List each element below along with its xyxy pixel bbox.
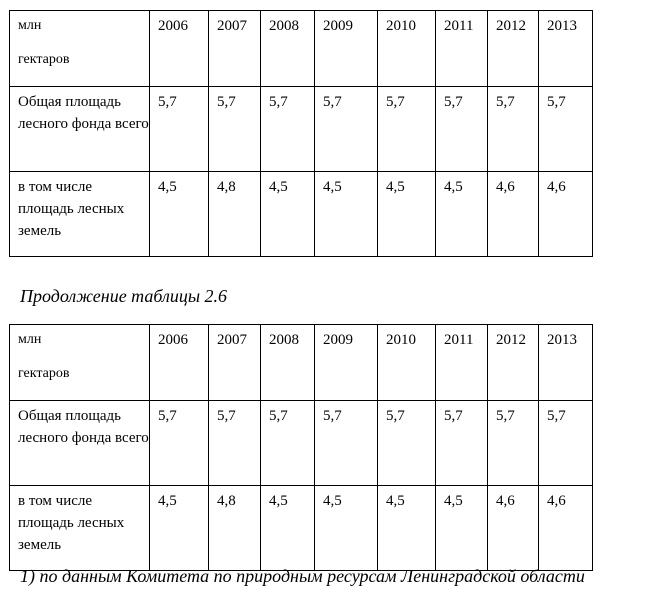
table-cell: 5,7 xyxy=(209,401,261,486)
table-cell: 5,7 xyxy=(539,87,593,172)
year-header: 2006 xyxy=(150,325,209,401)
table-cell: 5,7 xyxy=(539,401,593,486)
table-cell: 5,7 xyxy=(150,401,209,486)
year-header: 2010 xyxy=(378,11,436,87)
unit-label-line1: млн xyxy=(18,332,42,347)
year-header: 2009 xyxy=(315,11,378,87)
table-cell: 4,5 xyxy=(315,172,378,257)
table-cell: 5,7 xyxy=(261,401,315,486)
unit-cell xyxy=(10,325,150,401)
table-cell: 4,8 xyxy=(209,172,261,257)
row-label: в том числе площадь лесных земель xyxy=(10,486,150,571)
year-header: 2012 xyxy=(488,11,539,87)
year-header: 2012 xyxy=(488,325,539,401)
table-cell: 4,5 xyxy=(150,486,209,571)
table-header-row xyxy=(10,11,593,87)
table-cell: 5,7 xyxy=(315,87,378,172)
table-cell: 4,6 xyxy=(488,486,539,571)
year-header: 2007 xyxy=(209,11,261,87)
source-footnote: 1) по данным Комитета по природным ресурсам Ленинградской области xyxy=(20,566,585,586)
table-cell: 5,7 xyxy=(436,401,488,486)
year-header: 2008 xyxy=(261,325,315,401)
unit-label-line2: гектаров xyxy=(18,366,70,381)
table-cell: 5,7 xyxy=(150,87,209,172)
table-header-row xyxy=(10,325,593,401)
table-cell: 4,5 xyxy=(378,486,436,571)
forest-area-table xyxy=(9,10,593,257)
table-cell: 5,7 xyxy=(315,401,378,486)
year-header: 2013 xyxy=(539,11,593,87)
table-cell: 4,5 xyxy=(315,486,378,571)
table-cell: 4,5 xyxy=(436,172,488,257)
table-cell: 5,7 xyxy=(436,87,488,172)
unit-cell xyxy=(10,11,150,87)
table-cell: 5,7 xyxy=(378,87,436,172)
year-header: 2006 xyxy=(150,11,209,87)
unit-label-line2: гектаров xyxy=(18,52,70,67)
row-label: Общая площадь лесного фонда всего xyxy=(10,87,150,172)
table-cell: 4,8 xyxy=(209,486,261,571)
table-row xyxy=(10,172,593,257)
table-cell: 5,7 xyxy=(378,401,436,486)
year-header: 2008 xyxy=(261,11,315,87)
table-cell: 5,7 xyxy=(261,87,315,172)
table-cell: 5,7 xyxy=(488,401,539,486)
year-header: 2011 xyxy=(436,11,488,87)
table-continuation-caption: Продолжение таблицы 2.6 xyxy=(20,286,228,306)
table-cell: 4,5 xyxy=(150,172,209,257)
table-cell: 4,5 xyxy=(261,486,315,571)
table-cell: 4,6 xyxy=(539,172,593,257)
unit-label-line1: млн xyxy=(18,18,42,33)
table-row xyxy=(10,486,593,571)
table-cell: 5,7 xyxy=(488,87,539,172)
forest-area-table-continued xyxy=(9,324,593,571)
year-header: 2009 xyxy=(315,325,378,401)
table-cell: 4,5 xyxy=(436,486,488,571)
table-row xyxy=(10,87,593,172)
table-cell: 4,5 xyxy=(378,172,436,257)
table-cell: 4,6 xyxy=(488,172,539,257)
year-header: 2011 xyxy=(436,325,488,401)
row-label: в том числе площадь лесных земель xyxy=(10,172,150,257)
table-cell: 4,5 xyxy=(261,172,315,257)
table-cell: 4,6 xyxy=(539,486,593,571)
table-row xyxy=(10,401,593,486)
row-label: Общая площадь лесного фонда всего xyxy=(10,401,150,486)
table-cell: 5,7 xyxy=(209,87,261,172)
year-header: 2007 xyxy=(209,325,261,401)
year-header: 2010 xyxy=(378,325,436,401)
year-header: 2013 xyxy=(539,325,593,401)
